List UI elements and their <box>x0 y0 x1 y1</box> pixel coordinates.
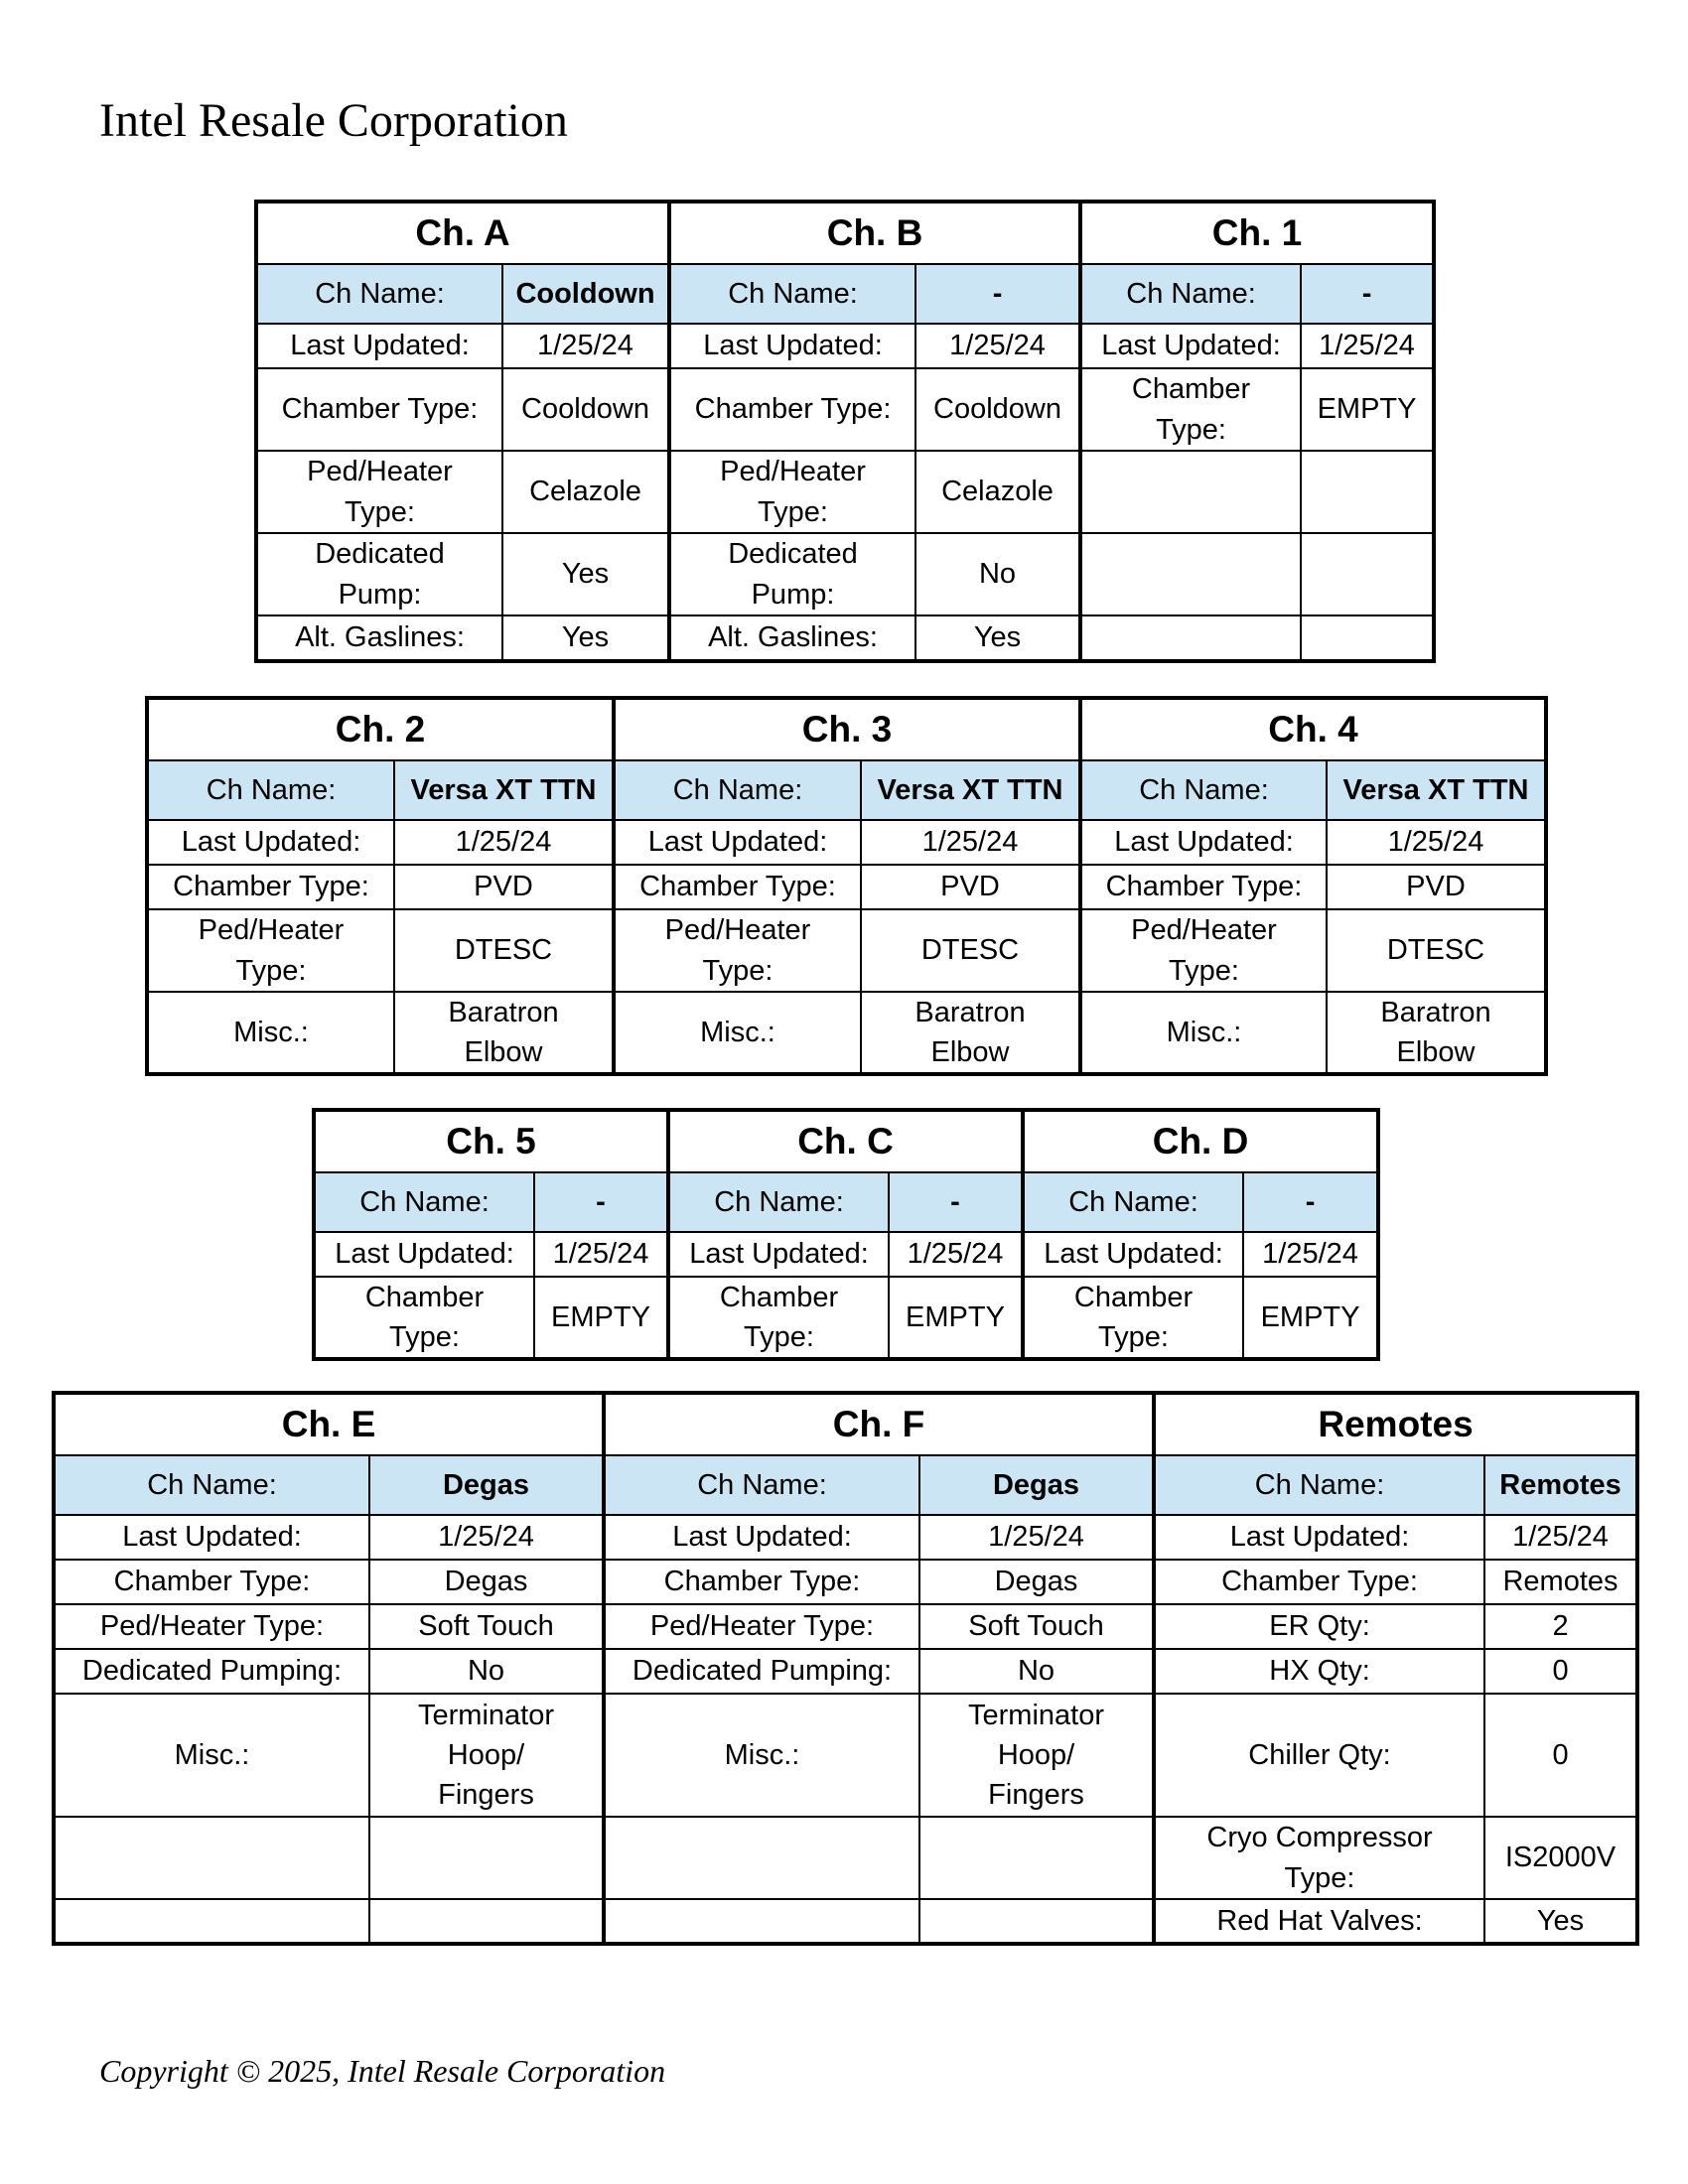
ch-2-header: Ch. 2 <box>147 698 614 760</box>
ch-c-name-label: Ch Name: <box>668 1172 889 1232</box>
ch-a-header: Ch. A <box>256 202 669 264</box>
remotes-chiller-qty-label: Chiller Qty: <box>1154 1694 1484 1817</box>
ch-e-header: Ch. E <box>54 1393 604 1455</box>
ch-f-empty-cell <box>604 1899 919 1944</box>
ch-2-type-value: PVD <box>394 865 614 909</box>
ch-b-gaslines-label: Alt. Gaslines: <box>669 615 915 661</box>
ch-b-ped-label: Ped/Heater Type: <box>669 451 915 533</box>
ch-3-misc-label: Misc.: <box>614 992 861 1074</box>
ch-c-type-label: Chamber Type: <box>668 1277 889 1359</box>
ch-4-type-value: PVD <box>1327 865 1546 909</box>
ch-f-name-label: Ch Name: <box>604 1455 919 1515</box>
ch-d-updated-value: 1/25/24 <box>1243 1232 1378 1277</box>
ch-1-name-label: Ch Name: <box>1080 264 1301 324</box>
ch-b-updated-value: 1/25/24 <box>915 324 1080 368</box>
ch-d-type-value: EMPTY <box>1243 1277 1378 1359</box>
ch-2-type-label: Chamber Type: <box>147 865 394 909</box>
ch-e-misc-label: Misc.: <box>54 1694 369 1817</box>
ch-a-gaslines-label: Alt. Gaslines: <box>256 615 502 661</box>
ch-e-type-value: Degas <box>369 1560 604 1604</box>
remotes-chiller-qty-value: 0 <box>1484 1694 1637 1817</box>
ch-e-misc-value: Terminator Hoop/ Fingers <box>369 1694 604 1817</box>
ch-e-name-value: Degas <box>369 1455 604 1515</box>
ch-e-pumping-label: Dedicated Pumping: <box>54 1649 369 1694</box>
ch-5-type-value: EMPTY <box>534 1277 668 1359</box>
ch-f-misc-label: Misc.: <box>604 1694 919 1817</box>
ch-e-name-label: Ch Name: <box>54 1455 369 1515</box>
ch-f-misc-value: Terminator Hoop/ Fingers <box>919 1694 1154 1817</box>
ch-b-name-label: Ch Name: <box>669 264 915 324</box>
remotes-cryo-type-label: Cryo Compressor Type: <box>1154 1817 1484 1899</box>
ch-4-name-label: Ch Name: <box>1080 760 1327 820</box>
ch-1-empty-cell <box>1301 451 1434 533</box>
ch-a-ped-value: Celazole <box>502 451 669 533</box>
remotes-hx-qty-label: HX Qty: <box>1154 1649 1484 1694</box>
ch-d-header: Ch. D <box>1023 1110 1378 1172</box>
ch-2-updated-value: 1/25/24 <box>394 820 614 865</box>
ch-f-empty-cell <box>919 1899 1154 1944</box>
ch-f-empty-cell <box>919 1817 1154 1899</box>
ch-1-type-label: Chamber Type: <box>1080 368 1301 451</box>
ch-e-empty-cell <box>54 1899 369 1944</box>
ch-d-name-value: - <box>1243 1172 1378 1232</box>
ch-e-ped-label: Ped/Heater Type: <box>54 1604 369 1649</box>
ch-a-pump-value: Yes <box>502 533 669 615</box>
ch-a-name-value: Cooldown <box>502 264 669 324</box>
ch-5-type-label: Chamber Type: <box>314 1277 534 1359</box>
ch-3-ped-label: Ped/Heater Type: <box>614 909 861 992</box>
ch-a-ped-label: Ped/Heater Type: <box>256 451 502 533</box>
remotes-updated-label: Last Updated: <box>1154 1515 1484 1560</box>
ch-4-ped-label: Ped/Heater Type: <box>1080 909 1327 992</box>
ch-4-name-value: Versa XT TTN <box>1327 760 1546 820</box>
ch-f-empty-cell <box>604 1817 919 1899</box>
ch-d-name-label: Ch Name: <box>1023 1172 1243 1232</box>
remotes-name-label: Ch Name: <box>1154 1455 1484 1515</box>
ch-2-ped-value: DTESC <box>394 909 614 992</box>
ch-b-type-label: Chamber Type: <box>669 368 915 451</box>
remotes-header: Remotes <box>1154 1393 1637 1455</box>
remotes-er-qty-value: 2 <box>1484 1604 1637 1649</box>
ch-c-name-value: - <box>889 1172 1023 1232</box>
ch-a-type-value: Cooldown <box>502 368 669 451</box>
ch-e-updated-value: 1/25/24 <box>369 1515 604 1560</box>
ch-4-type-label: Chamber Type: <box>1080 865 1327 909</box>
remotes-hx-qty-value: 0 <box>1484 1649 1637 1694</box>
remotes-updated-value: 1/25/24 <box>1484 1515 1637 1560</box>
ch-b-name-value: - <box>915 264 1080 324</box>
ch-e-ped-value: Soft Touch <box>369 1604 604 1649</box>
ch-3-name-value: Versa XT TTN <box>861 760 1080 820</box>
ch-f-pumping-value: No <box>919 1649 1154 1694</box>
ch-b-gaslines-value: Yes <box>915 615 1080 661</box>
ch-b-type-value: Cooldown <box>915 368 1080 451</box>
ch-b-updated-label: Last Updated: <box>669 324 915 368</box>
ch-1-empty-cell <box>1080 533 1301 615</box>
ch-4-header: Ch. 4 <box>1080 698 1546 760</box>
remotes-red-hat-label: Red Hat Valves: <box>1154 1899 1484 1944</box>
ch-5-updated-value: 1/25/24 <box>534 1232 668 1277</box>
ch-3-updated-value: 1/25/24 <box>861 820 1080 865</box>
chamber-table-a-b-1 <box>254 200 1436 663</box>
ch-1-updated-label: Last Updated: <box>1080 324 1301 368</box>
ch-b-header: Ch. B <box>669 202 1080 264</box>
ch-c-updated-label: Last Updated: <box>668 1232 889 1277</box>
ch-1-empty-cell <box>1301 615 1434 661</box>
ch-a-updated-label: Last Updated: <box>256 324 502 368</box>
ch-c-type-value: EMPTY <box>889 1277 1023 1359</box>
ch-b-pump-value: No <box>915 533 1080 615</box>
ch-d-type-label: Chamber Type: <box>1023 1277 1243 1359</box>
ch-2-updated-label: Last Updated: <box>147 820 394 865</box>
ch-e-empty-cell <box>54 1817 369 1899</box>
ch-b-ped-value: Celazole <box>915 451 1080 533</box>
ch-1-type-value: EMPTY <box>1301 368 1434 451</box>
remotes-name-value: Remotes <box>1484 1455 1637 1515</box>
ch-3-name-label: Ch Name: <box>614 760 861 820</box>
ch-2-name-value: Versa XT TTN <box>394 760 614 820</box>
ch-f-type-label: Chamber Type: <box>604 1560 919 1604</box>
ch-4-updated-value: 1/25/24 <box>1327 820 1546 865</box>
ch-2-name-label: Ch Name: <box>147 760 394 820</box>
remotes-cryo-type-value: IS2000V <box>1484 1817 1637 1899</box>
remotes-type-value: Remotes <box>1484 1560 1637 1604</box>
ch-3-ped-value: DTESC <box>861 909 1080 992</box>
ch-4-updated-label: Last Updated: <box>1080 820 1327 865</box>
ch-f-pumping-label: Dedicated Pumping: <box>604 1649 919 1694</box>
ch-5-name-label: Ch Name: <box>314 1172 534 1232</box>
ch-5-name-value: - <box>534 1172 668 1232</box>
ch-a-name-label: Ch Name: <box>256 264 502 324</box>
ch-f-ped-label: Ped/Heater Type: <box>604 1604 919 1649</box>
ch-a-pump-label: Dedicated Pump: <box>256 533 502 615</box>
chamber-table-e-f-remotes <box>52 1391 1639 1946</box>
ch-a-type-label: Chamber Type: <box>256 368 502 451</box>
copyright-footer: Copyright © 2025, Intel Resale Corporation <box>99 2053 666 2089</box>
ch-f-updated-label: Last Updated: <box>604 1515 919 1560</box>
ch-f-updated-value: 1/25/24 <box>919 1515 1154 1560</box>
ch-1-empty-cell <box>1080 451 1301 533</box>
ch-f-ped-value: Soft Touch <box>919 1604 1154 1649</box>
chamber-table-5-c-d <box>312 1108 1380 1361</box>
ch-f-type-value: Degas <box>919 1560 1154 1604</box>
ch-a-gaslines-value: Yes <box>502 615 669 661</box>
ch-4-misc-value: Baratron Elbow <box>1327 992 1546 1074</box>
ch-e-pumping-value: No <box>369 1649 604 1694</box>
ch-2-misc-value: Baratron Elbow <box>394 992 614 1074</box>
ch-2-ped-label: Ped/Heater Type: <box>147 909 394 992</box>
ch-5-updated-label: Last Updated: <box>314 1232 534 1277</box>
ch-1-updated-value: 1/25/24 <box>1301 324 1434 368</box>
ch-3-type-value: PVD <box>861 865 1080 909</box>
ch-a-updated-value: 1/25/24 <box>502 324 669 368</box>
ch-c-header: Ch. C <box>668 1110 1023 1172</box>
remotes-type-label: Chamber Type: <box>1154 1560 1484 1604</box>
ch-3-updated-label: Last Updated: <box>614 820 861 865</box>
ch-e-type-label: Chamber Type: <box>54 1560 369 1604</box>
remotes-er-qty-label: ER Qty: <box>1154 1604 1484 1649</box>
ch-c-updated-value: 1/25/24 <box>889 1232 1023 1277</box>
ch-4-misc-label: Misc.: <box>1080 992 1327 1074</box>
chamber-table-2-3-4 <box>145 696 1548 1076</box>
ch-2-misc-label: Misc.: <box>147 992 394 1074</box>
ch-3-misc-value: Baratron Elbow <box>861 992 1080 1074</box>
ch-e-empty-cell <box>369 1899 604 1944</box>
ch-f-name-value: Degas <box>919 1455 1154 1515</box>
ch-5-header: Ch. 5 <box>314 1110 668 1172</box>
ch-d-updated-label: Last Updated: <box>1023 1232 1243 1277</box>
ch-1-empty-cell <box>1080 615 1301 661</box>
ch-e-empty-cell <box>369 1817 604 1899</box>
ch-3-type-label: Chamber Type: <box>614 865 861 909</box>
ch-1-name-value: - <box>1301 264 1434 324</box>
ch-b-pump-label: Dedicated Pump: <box>669 533 915 615</box>
ch-1-header: Ch. 1 <box>1080 202 1434 264</box>
ch-f-header: Ch. F <box>604 1393 1154 1455</box>
remotes-red-hat-value: Yes <box>1484 1899 1637 1944</box>
ch-3-header: Ch. 3 <box>614 698 1080 760</box>
ch-1-empty-cell <box>1301 533 1434 615</box>
ch-e-updated-label: Last Updated: <box>54 1515 369 1560</box>
ch-4-ped-value: DTESC <box>1327 909 1546 992</box>
page-title: Intel Resale Corporation <box>99 94 568 147</box>
